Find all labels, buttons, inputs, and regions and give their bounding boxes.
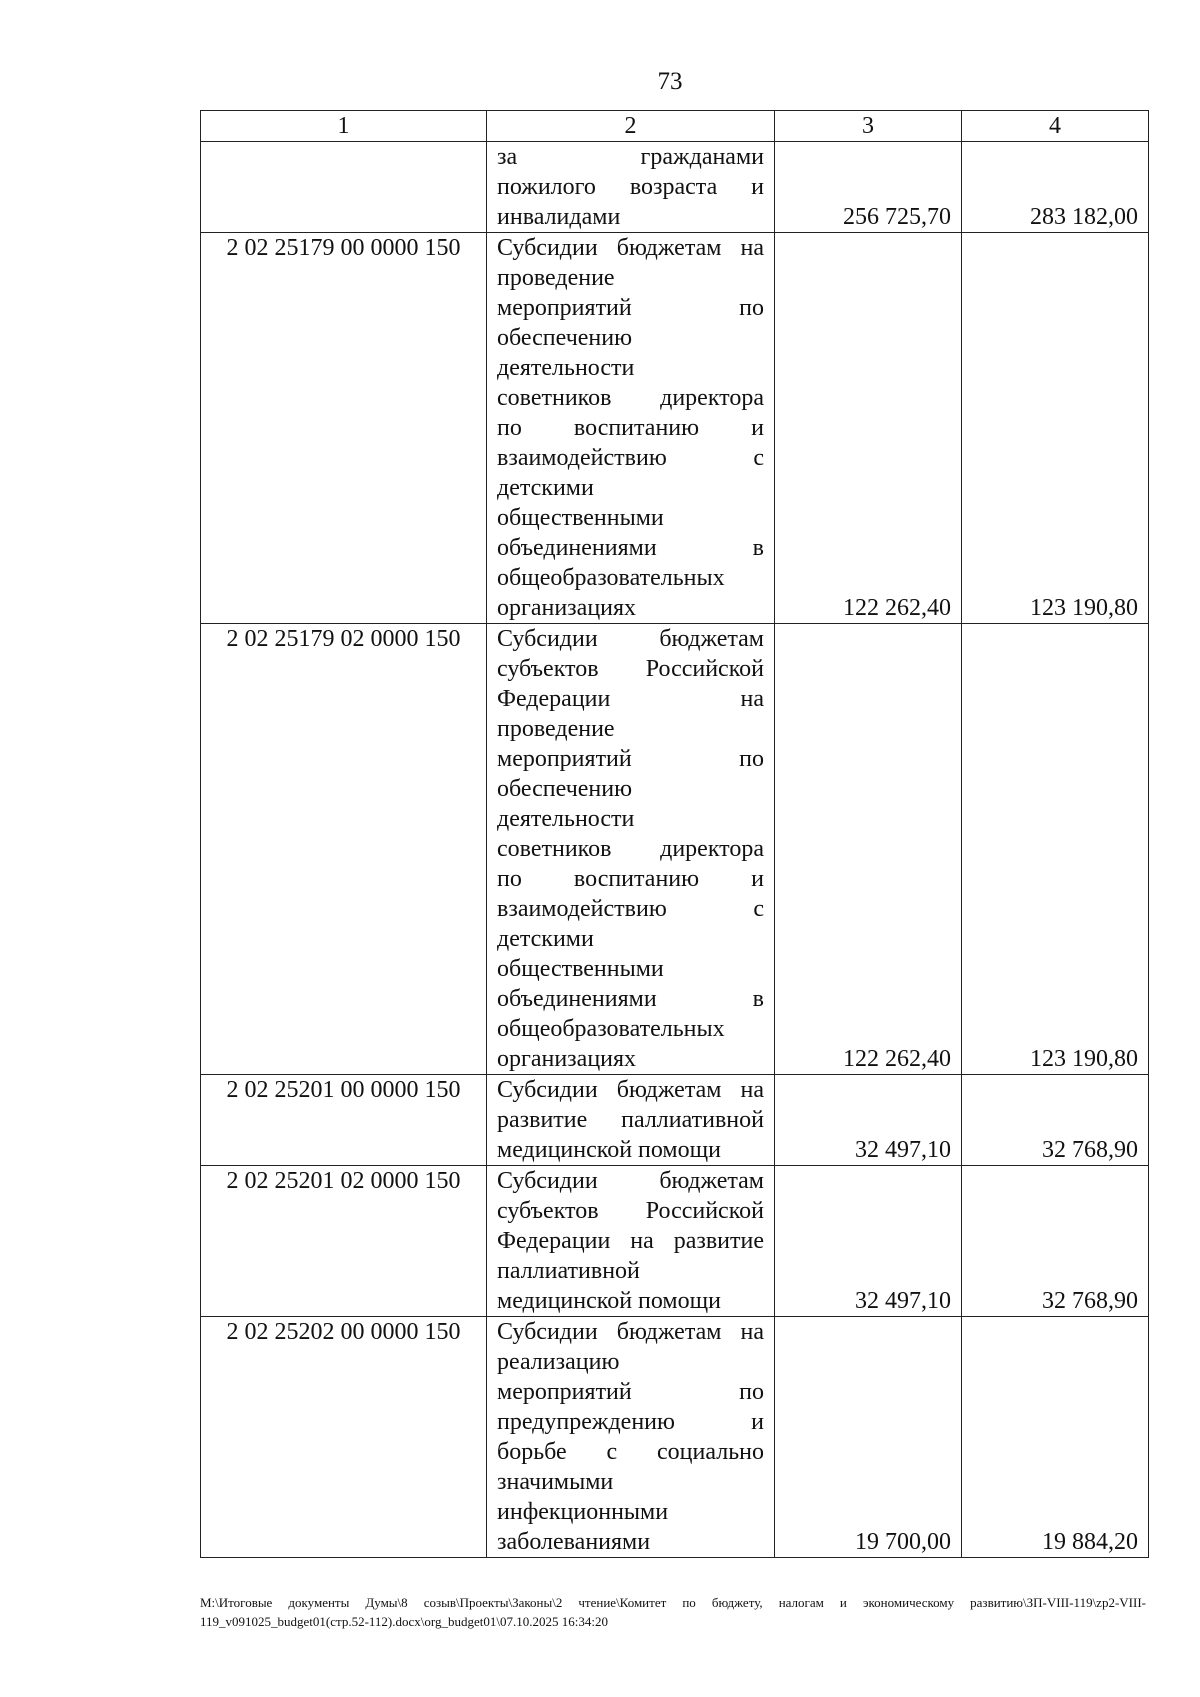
description-line: Федерации на развитие <box>497 1228 764 1254</box>
description-line: Субсидии бюджетам на <box>497 1319 764 1345</box>
description-cell <box>487 1317 775 1558</box>
description-line: общественными <box>497 956 664 982</box>
description-line: организациях <box>497 1046 637 1072</box>
description-line: детскими <box>497 475 594 501</box>
description-line: мероприятий по <box>497 746 764 772</box>
column-number-3: 3 <box>775 111 962 142</box>
description-line: Субсидии бюджетам на <box>497 1077 764 1103</box>
description-line: заболеваниями <box>497 1529 651 1555</box>
description-cell <box>487 233 775 624</box>
description-line: предупреждению и <box>497 1409 764 1435</box>
description-line: детскими <box>497 926 594 952</box>
description-line: субъектов Российской <box>497 656 764 682</box>
amount-col4-cell: 123 190,80 <box>962 233 1149 624</box>
description-line: общеобразовательных <box>497 565 725 591</box>
table-header-row <box>201 111 1149 142</box>
amount-col4-cell: 123 190,80 <box>962 624 1149 1075</box>
description-line: деятельности <box>497 355 635 381</box>
description-line: инвалидами <box>497 204 621 230</box>
description-line: инфекционными <box>497 1499 669 1525</box>
description-line: объединениями в <box>497 535 764 561</box>
amount-col3-cell: 32 497,10 <box>775 1166 962 1317</box>
description-line: реализацию <box>497 1349 620 1375</box>
description-line: взаимодействию с <box>497 445 764 471</box>
amount-col4-cell: 19 884,20 <box>962 1317 1149 1558</box>
amount-col3-cell: 122 262,40 <box>775 624 962 1075</box>
description-cell <box>487 1166 775 1317</box>
description-line: за гражданами <box>497 144 764 170</box>
table-row <box>201 1317 1149 1558</box>
description-line: по воспитанию и <box>497 866 764 892</box>
description-line: обеспечению <box>497 776 633 802</box>
budget-code-cell: 2 02 25202 00 0000 150 <box>201 1317 487 1558</box>
description-line: пожилого возраста и <box>497 174 764 200</box>
description-line: субъектов Российской <box>497 1198 764 1224</box>
description-line: Субсидии бюджетам <box>497 1168 764 1194</box>
table-row <box>201 1166 1149 1317</box>
description-line: по воспитанию и <box>497 415 764 441</box>
table-row <box>201 624 1149 1075</box>
description-line: Субсидии бюджетам на <box>497 235 764 261</box>
column-number-1: 1 <box>201 111 487 142</box>
budget-table <box>200 110 1149 1558</box>
page-number: 73 <box>657 68 683 95</box>
description-line: значимыми <box>497 1469 614 1495</box>
description-line: общеобразовательных <box>497 1016 725 1042</box>
description-line: общественными <box>497 505 664 531</box>
description-line: проведение <box>497 716 615 742</box>
table-row <box>201 1075 1149 1166</box>
budget-code-cell: 2 02 25179 02 0000 150 <box>201 624 487 1075</box>
description-line: медицинской помощи <box>497 1137 721 1163</box>
description-line: проведение <box>497 265 615 291</box>
column-number-2: 2 <box>487 111 775 142</box>
description-line: мероприятий по <box>497 1379 764 1405</box>
table-row <box>201 142 1149 233</box>
description-line: развитие паллиативной <box>497 1107 764 1133</box>
description-line: Субсидии бюджетам <box>497 626 764 652</box>
description-line: объединениями в <box>497 986 764 1012</box>
column-number-4: 4 <box>962 111 1149 142</box>
budget-code-cell: 2 02 25201 02 0000 150 <box>201 1166 487 1317</box>
description-line: паллиативной <box>497 1258 640 1284</box>
description-line: мероприятий по <box>497 295 764 321</box>
description-line: медицинской помощи <box>497 1288 721 1314</box>
budget-code-cell: 2 02 25201 00 0000 150 <box>201 1075 487 1166</box>
document-file-path: М:\Итоговые документы Думы\8 созыв\Проекты\Законы\2 чтение\Комитет по бюджету, налогам и экономическому развитию\ЗП-VIII-119\zp2-VIII-119_v091025_budget01(стр.52-112).docx\org_budget01\07.10.2025 16:34:20 <box>200 1595 1146 1629</box>
amount-col3-cell: 256 725,70 <box>775 142 962 233</box>
budget-code-cell <box>201 142 487 233</box>
description-line: борьбе с социально <box>497 1439 764 1465</box>
description-line: советников директора <box>497 385 764 411</box>
amount-col3-cell: 122 262,40 <box>775 233 962 624</box>
description-line: советников директора <box>497 836 764 862</box>
amount-col3-cell: 32 497,10 <box>775 1075 962 1166</box>
table-row <box>201 233 1149 624</box>
description-line: деятельности <box>497 806 635 832</box>
amount-col4-cell: 32 768,90 <box>962 1166 1149 1317</box>
amount-col3-cell: 19 700,00 <box>775 1317 962 1558</box>
amount-col4-cell: 32 768,90 <box>962 1075 1149 1166</box>
description-cell <box>487 1075 775 1166</box>
budget-code-cell: 2 02 25179 00 0000 150 <box>201 233 487 624</box>
description-cell <box>487 142 775 233</box>
description-line: обеспечению <box>497 325 633 351</box>
amount-col4-cell: 283 182,00 <box>962 142 1149 233</box>
description-line: организациях <box>497 595 637 621</box>
description-line: Федерации на <box>497 686 764 712</box>
description-cell <box>487 624 775 1075</box>
description-line: взаимодействию с <box>497 896 764 922</box>
